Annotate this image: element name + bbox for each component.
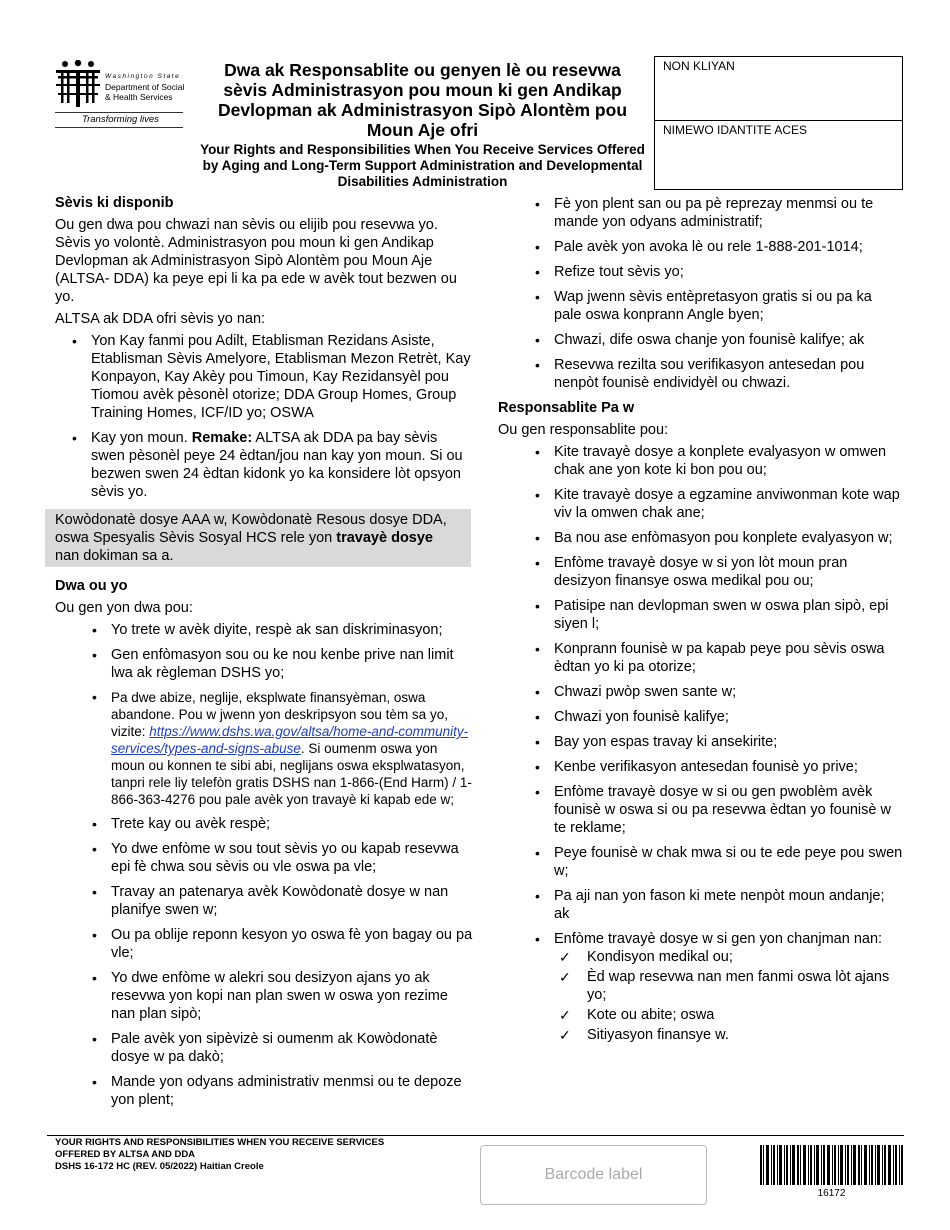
right-column — [498, 195, 903, 1051]
list-item: • Chwazi, dife oswa chanje yon founisè kalifye; ak — [554, 331, 903, 349]
document-title: Dwa ak Responsablite ou genyen lè ou resevwa sèvis Administrasyon pou moun ki gen Andikap Devlopman ak Administrasyon Sipò Alontèm pou Moun Aje ofri — [217, 60, 628, 140]
aces-id-field[interactable] — [655, 120, 902, 189]
rights-list — [55, 621, 473, 1109]
list-item: • Fè yon plent san ou pa pè reprezay menmsi ou te mande yon odyans administratif; — [554, 195, 903, 231]
list-item: • Kay yon moun. Remake: ALTSA ak DDA pa bay sèvis swen pèsonèl peye 24 èdtan/jou nan kay yon moun. Si ou bezwen swen 24 èdtan kidonk yo ka konsidere lòt opsyon sèvis yo. — [91, 429, 473, 501]
services-paragraph: Ou gen dwa pou chwazi nan sèvis ou elijib pou resevwa yo. Sèvis yo volontè. Administrasyon pou moun ki gen Andikap Devlopman ak Administrasyon Sipò Alontèm pou Moun Aje (ALTSA- DDA) ka peye epi li ka pa ede w avèk tout bezwen ou yo. — [55, 217, 457, 305]
responsibilities-intro: Ou gen responsablite pou: — [498, 422, 669, 438]
footer-line1: YOUR RIGHTS AND RESPONSIBILITIES WHEN YOU RECEIVE SERVICES — [55, 1137, 385, 1148]
rights-intro: Ou gen yon dwa pou: — [55, 600, 193, 616]
list-item: • Ba nou ase enfòmasyon pou konplete evalyasyon w; — [554, 529, 903, 547]
logo-divider-bottom — [55, 127, 183, 128]
list-item: • Patisipe nan devlopman swen w oswa plan sipò, epi siyen l; — [554, 597, 903, 633]
document-title-block — [200, 60, 645, 190]
offers-list — [55, 332, 473, 501]
list-item: • Trete kay ou avèk respè; — [111, 815, 473, 833]
abuse-info-link[interactable]: https://www.dshs.wa.gov/altsa/home-and-community-services/types-and-signs-abuse — [111, 724, 469, 756]
barcode-label-box: Barcode label — [480, 1145, 707, 1205]
list-item: • Enfòme travayè dosye w si yon lòt moun pran desizyon finansye oswa medikal pou ou; — [554, 554, 903, 590]
list-item: • Yo trete w avèk diyite, respè ak san diskriminasyon; — [111, 621, 473, 639]
list-item: • Travay an patenarya avèk Kowòdonatè dosye w nan planifye swen w; — [111, 883, 473, 919]
list-item: • Resevwa rezilta sou verifikasyon antesedan pou nenpòt founisè endividyèl ou chwazi. — [554, 356, 903, 392]
aces-id-label: NIMEWO IDANTITE ACES — [663, 123, 808, 137]
services-heading: Sèvis ki disponib — [55, 195, 174, 211]
client-name-label: NON KLIYAN — [663, 59, 735, 73]
list-item: • Kite travayè dosye a konplete evalyasyon w omwen chak ane yon kote ki bon pou ou; — [554, 443, 903, 479]
list-item: • Yon Kay fanmi pou Adilt, Etablisman Rezidans Asiste, Etablisman Sèvis Amelyore, Etablisman Mezon Retrèt, Kay Konpayon, Kay Akèy pou Timoun, Kay Rezidansyèl pou Tiomou avèk pèsonèl otorize; DDA Group Homes, Group Training Homes, ICF/ID yo; OSWA — [91, 332, 473, 422]
list-item: • Refize tout sèvis yo; — [554, 263, 903, 281]
changes-checklist — [554, 948, 903, 1044]
check-item: ✓ Kondisyon medikal ou; — [587, 948, 903, 966]
list-item: • Ou pa oblije reponn kesyon yo oswa fè yon bagay ou pa vle; — [111, 926, 473, 962]
list-item: • Mande yon odyans administrativ menmsi ou te depoze yon plent; — [111, 1073, 473, 1109]
check-item: ✓ Èd wap resevwa nan men fanmi oswa lòt ajans yo; — [587, 968, 903, 1004]
footer-form-number: DSHS 16-172 HC (REV. 05/2022) Haitian Creole — [55, 1161, 264, 1172]
logo-divider — [55, 112, 183, 113]
list-item: • Pa aji nan yon fason ki mete nenpòt moun andanje; ak — [554, 887, 903, 923]
rights-list-continued — [498, 195, 903, 392]
list-item: • Yo dwe enfòme w alekri sou desizyon ajans yo ak resevwa yon kopi nan plan swen w oswa yon rezime nan plan sipò; — [111, 969, 473, 1023]
barcode-number: 16172 — [817, 1188, 846, 1199]
offers-intro: ALTSA ak DDA ofri sèvis yo nan: — [55, 311, 266, 327]
logo-dept-line2: & Health Services — [105, 92, 173, 102]
logo-state: Washington State — [105, 73, 181, 80]
footer-divider — [47, 1135, 904, 1136]
list-item: • Kite travayè dosye a egzamine anviwonman kote wap viv la omwen chak ane; — [554, 486, 903, 522]
list-item: • Chwazi yon founisè kalifye; — [554, 708, 903, 726]
responsibilities-list — [498, 443, 903, 1044]
check-item: ✓ Kote ou abite; oswa — [587, 1006, 903, 1024]
list-item: • Yo dwe enfòme w sou tout sèvis yo ou kapab resevwa epi fè chwa sou sèvis ou vle oswa pa vle; — [111, 840, 473, 876]
dshs-people-icon — [55, 60, 101, 108]
rights-heading: Dwa ou yo — [55, 578, 128, 594]
list-item: • Gen enfòmasyon sou ou ke nou kenbe prive nan limit lwa ak règleman DSHS yo; — [111, 646, 473, 682]
client-name-field[interactable] — [655, 57, 902, 120]
logo-tagline: Transforming lives — [82, 114, 159, 125]
logo-dept-line1: Department of Social — [105, 82, 185, 92]
barcode-icon — [760, 1145, 903, 1185]
client-id-box — [654, 56, 903, 190]
form-footer — [55, 1137, 384, 1173]
left-column — [55, 194, 473, 1116]
dshs-logo — [55, 60, 185, 130]
list-item: • Pale avèk yon sipèvizè si oumenm ak Kowòdonatè dosye w pa dakò; — [111, 1030, 473, 1066]
case-worker-note: Kowòdonatè dosye AAA w, Kowòdonatè Resous dosye DDA, oswa Spesyalis Sèvis Sosyal HCS rele yon travayè dosye nan dokiman sa a. — [45, 509, 471, 567]
list-item: • Enfòme travayè dosye w si gen yon chanjman nan: ✓ Kondisyon medikal ou; ✓ Èd wap resevwa nan men fanmi oswa lòt ajans yo; ✓ Kote ou abite; oswa ✓ Sitiyasyon finansye w. — [554, 930, 903, 1044]
list-item: • Konprann founisè w pa kapab peye pou sèvis oswa èdtan yo ki pa otorize; — [554, 640, 903, 676]
list-item: • Bay yon espas travay ki ansekirite; — [554, 733, 903, 751]
list-item: • Enfòme travayè dosye w si ou gen pwoblèm avèk founisè w oswa si ou pa resevwa èdtan yo founisè w te reklame; — [554, 783, 903, 837]
list-item: • Kenbe verifikasyon antesedan founisè yo prive; — [554, 758, 903, 776]
list-item: • Wap jwenn sèvis entèpretasyon gratis si ou pa ka pale oswa konprann Angle byen; — [554, 288, 903, 324]
list-item: • Chwazi pwòp swen sante w; — [554, 683, 903, 701]
list-item: • Pale avèk yon avoka lè ou rele 1-888-201-1014; — [554, 238, 903, 256]
list-item: • Pa dwe abize, neglije, eksplwate finansyèman, oswa abandone. Pou w jwenn yon deskripsyon sou tèm sa yo, vizite: https://www.dshs.wa.gov/altsa/home-and-community-services/types-and-signs-abuse. Si oumenm oswa yon moun ou konnen te sibi abi, neglijans oswa eksplwatasyon, tanpri rele liy telefòn gratis DSHS nan 1-866-(End Harm) / 1-866-363-4276 pou pale avèk yon travayè ki kapab ede w; — [111, 689, 473, 808]
footer-line2: OFFERED BY ALTSA AND DDA — [55, 1149, 196, 1160]
document-subtitle: Your Rights and Responsibilities When You Receive Services Offered by Aging and Long-Term Support Administration and Developmental Disabilities Administration — [200, 142, 645, 189]
responsibilities-heading: Responsablite Pa w — [498, 400, 635, 416]
list-item: • Peye founisè w chak mwa si ou te ede peye pou swen w; — [554, 844, 903, 880]
check-item: ✓ Sitiyasyon finansye w. — [587, 1026, 903, 1044]
